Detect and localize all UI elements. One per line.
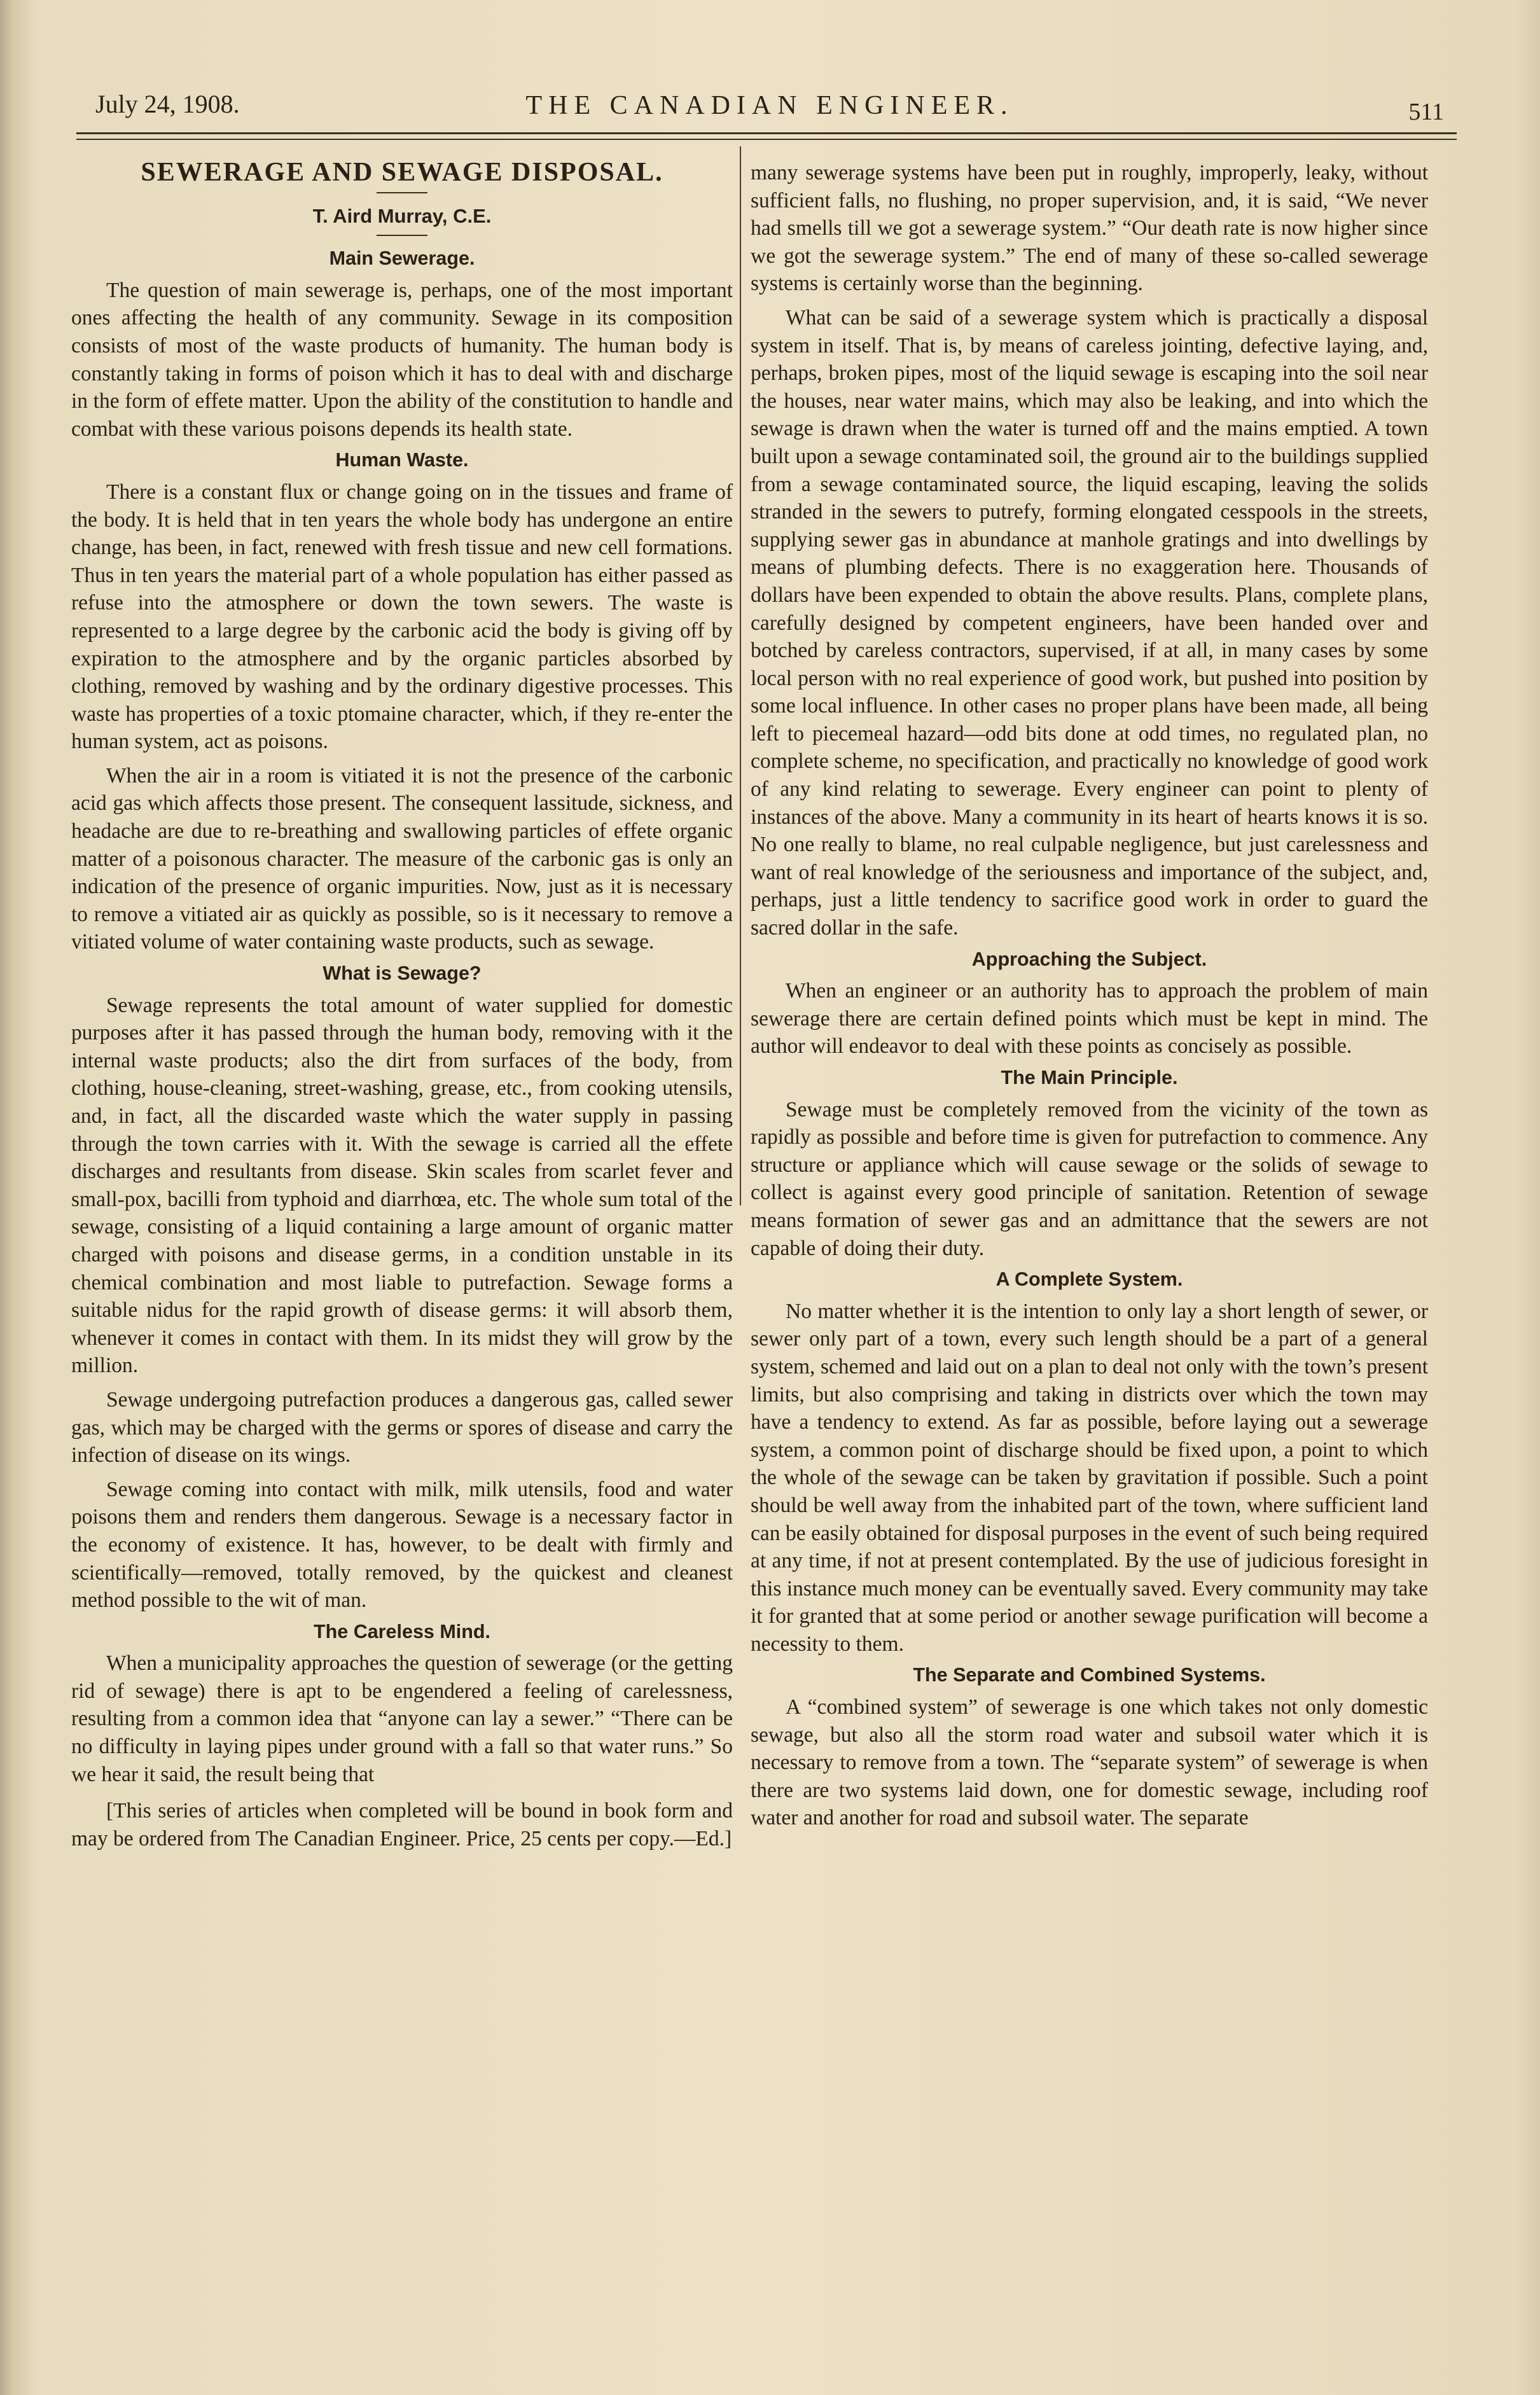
paragraph: The question of main sewerage is, perhaps, one of the most important ones affecting the health of any community. Sewage in its composition consists of most of the waste products of humanity. The human body is constantly taking in forms of poison which it has to deal with and discharge in the form of effete matter. Upon the ability of the constitution to handle and combat with these various poisons depends its health state. [71, 278, 733, 441]
left-column [71, 153, 733, 1852]
section-heading: A Complete System. [995, 1268, 1183, 1291]
paragraph: Sewage coming into contact with milk, milk utensils, food and water poisons them and renders them dangerous. Sewage is a necessary factor in the economy of existence. It has, however, to be dealt with firmly and scientifically—removed, totally removed, by the quickest and cleanest method possible to the wit of man. [71, 1477, 733, 1613]
paragraph: When the air in a room is vitiated it is not the presence of the carbonic acid gas which affects those present. The consequent lassitude, sickness, and headache are due to re-breathing and swallowing particles of effete organic matter of a poisonous character. The measure of the carbonic gas is only an indication of the presence of organic impurities. Now, just as it is necessary to remove a vitiated air as quickly as possible, so is it necessary to remove a vitiated volume of water containing waste products, such as sewage. [71, 763, 733, 954]
section-heading: Main Sewerage. [329, 247, 475, 270]
section-heading: The Careless Mind. [314, 1620, 490, 1642]
article-author: T. Aird Murray, C.E. [312, 204, 492, 227]
page-number: 511 [1408, 99, 1444, 125]
header-rule-bottom [76, 139, 1457, 140]
paragraph: many sewerage systems have been put in roughly, improperly, leaky, without sufficient falls, no flushing, no proper supervision, and, it is said, “We never had smells till we got a sewerage system.” “Our death rate is now higher since we got the sewerage system.” The end of many of these so-called sewerage systems is certainly worse than the beginning. [751, 161, 1428, 296]
column-divider [740, 146, 741, 1205]
author-rule [377, 235, 427, 236]
title-rule [377, 192, 427, 193]
section-heading: What is Sewage? [323, 962, 482, 985]
editor-note-text: [This series of articles when completed will be bound in book form and may be ordered from The Canadian Engineer. Price, 25 cents per copy.—Ed.] [71, 1799, 733, 1850]
section-heading: The Main Principle. [1001, 1067, 1178, 1088]
section-heading: Human Waste. [335, 449, 469, 471]
paragraph: There is a constant flux or change going on in the tissues and frame of the body. It is held that in ten years the whole body has undergone an entire change, has been, in fact, renewed with fresh tissue and new cell formations. Thus in ten years the material part of a whole population has either passed as refuse into the atmosphere or down the town sewers. The waste is represented to a large degree by the carbonic acid the body is giving off by expiration to the atmosphere and by the organic particles absorbed by clothing, removed by washing and by the ordinary digestive processes. This waste has properties of a toxic ptomaine character, which, if they re-enter the human system, act as poisons. [71, 480, 733, 754]
paragraph: What can be said of a sewerage system which is practically a disposal system in itself. That is, by means of careless jointing, defective laying, and, perhaps, broken pipes, most of the liquid sewage is escaping into the soil near the houses, near water mains, which may also be leaking, and into which the sewage is drawn when the water is turned off and the mains emptied. A town built upon a sewage contaminated soil, the ground air to the buildings supplied from a sewage contaminated source, the liquid escaping, leaving the solids stranded in the sewers to putrefy, forming elongated cesspools in the streets, supplying sewer gas in abundance at manhole gratings and into dwellings by means of plumbing defects. There is no exaggeration here. Thousands of dollars have been expended to obtain the above results. Plans, complete plans, carefully designed by competent engineers, have been handed over and botched by careless contractors, supervised, if at all, in many cases by some local person with no real experience of good work, but pushed into position by some local influence. In other cases no proper plans have been made, all being left to piecemeal hazard—odd bits done at odd times, no regulated plan, no complete scheme, no specification, and practically no knowledge of good work of any kind relating to sewerage. Every engineer can point to plenty of instances of the above. Many a community in its heart of hearts knows it is so. No one really to blame, no real culpable negligence, but just carelessness and want of real knowledge of the seriousness and importance of the subject, and, perhaps, just a little tendency to sacrifice good work in order to guard the sacred dollar in the safe. [751, 305, 1428, 940]
section-heading: Approaching the Subject. [971, 948, 1207, 970]
paragraph: When an engineer or an authority has to approach the problem of main sewerage there are certain defined points which must be kept in mind. The author will endeavor to deal with these points as concisely as possible. [751, 979, 1428, 1059]
article-title: SEWERAGE AND SEWAGE DISPOSAL. [141, 158, 663, 187]
page-header [95, 89, 1444, 127]
paragraph: Sewage represents the total amount of water supplied for domestic purposes after it has passed through the human body, removing with it the internal waste products; also the dirt from surfaces of the body, from clothing, house-cleaning, street-washing, grease, etc., from cooking utensils, and, in fact, all the discarded waste which the water supply in passing through the town carries with it. With the sewage is carried all the effete discharges and resultants from disease. Skin scales from scarlet fever and small-pox, bacilli from typhoid and diarrhœa, etc. The whole sum total of the sewage, consisting of a liquid containing a large amount of organic matter charged with poisons and disease germs, in a condition unstable in its chemical combination and most liable to putrefaction. Sewage forms a suitable nidus for the rapid growth of disease germs: it will absorb them, whenever it comes in contact with them. In its midst they will grow by the million. [71, 993, 733, 1378]
paragraph: Sewage must be completely removed from the vicinity of the town as rapidly as possible and before time is given for putrefaction to commence. Any structure or appliance which will cause sewage or the solids of sewage to collect is against every good principle of sanitation. Retention of sewage means formation of sewer gas and an admittance that the sewers are not capable of doing their duty. [751, 1097, 1428, 1260]
paragraph: A “combined system” of sewerage is one which takes not only domestic sewage, but also all the storm road water and subsoil water which it is necessary to remove from a town. The “separate system” of sewerage is when there are two systems laid down, one for domestic sewage, including roof water and another for road and subsoil water. The separate [751, 1695, 1428, 1830]
header-rule-top [76, 132, 1457, 134]
paragraph: No matter whether it is the intention to only lay a short length of sewer, or sewer only part of a town, every such length should be a part of a general system, schemed and laid out on a plan to deal not only with the town’s present limits, but also comprising and taking in districts over which the town may have a tendency to extend. As far as possible, before laying out a sewerage system, a common point of discharge should be fixed upon, a point to which the whole of the sewage can be taken by gravitation if possible. Such a point should be well away from the inhabited part of the town, where sufficient land can be easily obtained for disposal purposes in the event of such being required at any time, if not at present contemplated. By the use of judicious foresight in this instance much money can be eventually saved. Every community may take it for granted that at some period or another sewage purification will become a necessity to them. [751, 1299, 1428, 1656]
editor-note [71, 1797, 733, 1852]
issue-date: July 24, 1908. [95, 90, 240, 118]
right-column [751, 159, 1428, 1832]
paragraph: When a municipality approaches the question of sewerage (or the getting rid of sewage) there is apt to be engendered a feeling of carelessness, resulting from a common idea that “anyone can lay a sewer.” “There can be no difficulty in laying pipes under ground with a fall so that water runs.” So we hear it said, the result being that [71, 1651, 733, 1786]
journal-title: THE CANADIAN ENGINEER. [525, 91, 1014, 120]
section-heading: The Separate and Combined Systems. [913, 1664, 1266, 1686]
paragraph: Sewage undergoing putrefaction produces a dangerous gas, called sewer gas, which may be charged with the germs or spores of disease and carry the infection of disease on its wings. [71, 1387, 733, 1468]
